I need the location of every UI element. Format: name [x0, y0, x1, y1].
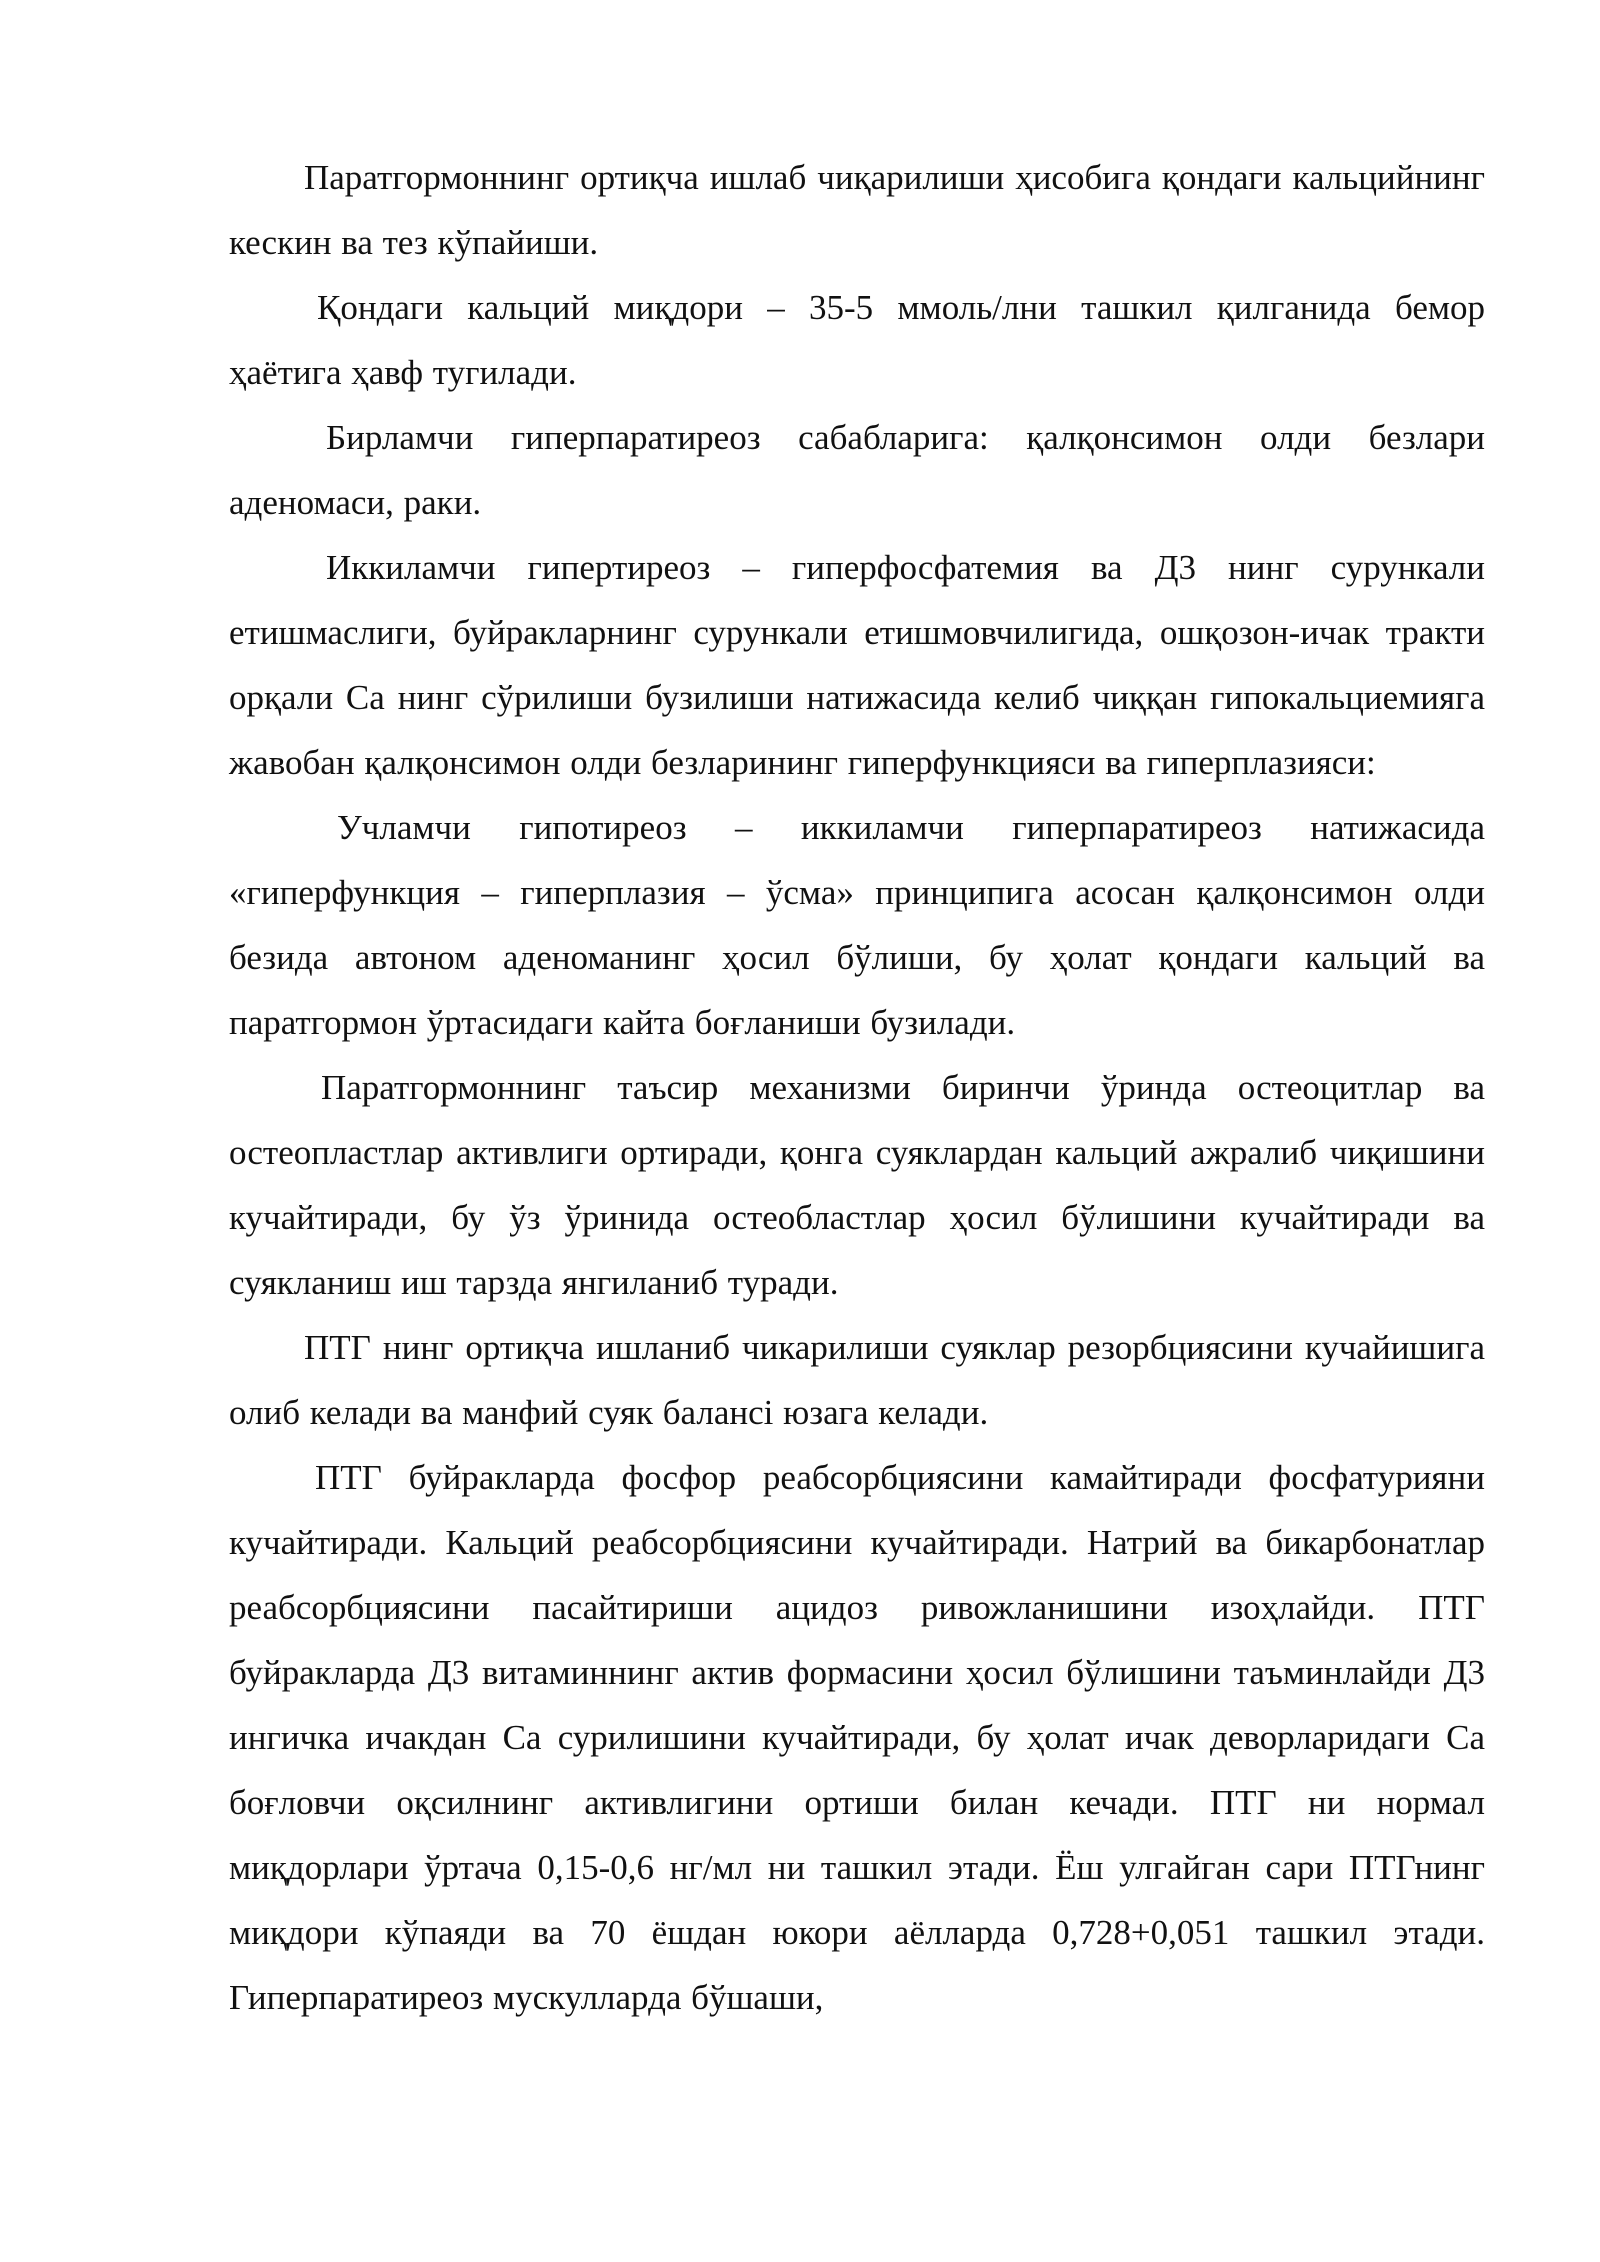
- paragraph-1: Паратгормоннинг ортиқча ишлаб чиқарилиши ҳисобига қондаги кальцийнинг кескин ва тез кўпайиши.: [229, 158, 1485, 262]
- paragraph-6: Паратгормоннинг таъсир механизми биринчи ўринда остеоцитлар ва остеопластлар активлиги ортиради, қонга суяклардан кальций ажралиб чиқишини кучайтиради, бу ўз ўринида остеобластлар ҳосил бўлишини кучайтиради ва суякланиш иш тарзда янгиланиб туради.: [229, 1068, 1485, 1302]
- paragraph-2: Қондаги кальций миқдори – 35-5 ммоль/лни ташкил қилганида бемор ҳаётига ҳавф тугилади.: [229, 288, 1485, 392]
- paragraph-8: ПТГ буйракларда фосфор реабсорбциясини камайтиради фосфатурияни кучайтиради. Кальций реабсорбциясини кучайтиради. Натрий ва бикарбонатлар реабсорбциясини пасайтириши ацидоз ривожланишини изоҳлайди. ПТГ буйракларда Д3 витаминнинг актив формасини ҳосил бўлишини таъминлайди Д3 ингичка ичакдан Са сурилишини кучайтиради, бу ҳолат ичак деворларидаги Са боғловчи оқсилнинг активлигини ортиши билан кечади. ПТГ ни нормал миқдорлари ўртача 0,15-0,6 нг/мл ни ташкил этади. Ёш улгайган сари ПТГнинг миқдори кўпаяди ва 70 ёшдан юкори аёлларда 0,728+0,051 ташкил этади. Гиперпаратиреоз мускулларда бўшаши,: [229, 1458, 1485, 2017]
- document-body: [229, 145, 1485, 2030]
- paragraph-5: Учламчи гипотиреоз – иккиламчи гиперпаратиреоз натижасида «гиперфункция – гиперплазия – ўсма» принципига асосан қалқонсимон олди безида автоном аденоманинг ҳосил бўлиши, бу ҳолат қондаги кальций ва паратгормон ўртасидаги кайта боғланиши бузилади.: [229, 808, 1485, 1042]
- paragraph-7: ПТГ нинг ортиқча ишланиб чикарилиши суяклар резорбциясини кучайишига олиб келади ва манфий суяк балансi юзага келади.: [229, 1328, 1485, 1432]
- paragraph-3: Бирламчи гиперпаратиреоз сабабларига: қалқонсимон олди безлари аденомаси, раки.: [229, 418, 1485, 522]
- paragraph-4: Иккиламчи гипертиреоз – гиперфосфатемия ва Д3 нинг сурункали етишмаслиги, буйракларнинг сурункали етишмовчилигида, ошқозон-ичак тракти орқали Са нинг сўрилиши бузилиши натижасида келиб чиққан гипокальциемияга жавобан қалқонсимон олди безларининг гиперфункцияси ва гиперплазияси:: [229, 548, 1485, 782]
